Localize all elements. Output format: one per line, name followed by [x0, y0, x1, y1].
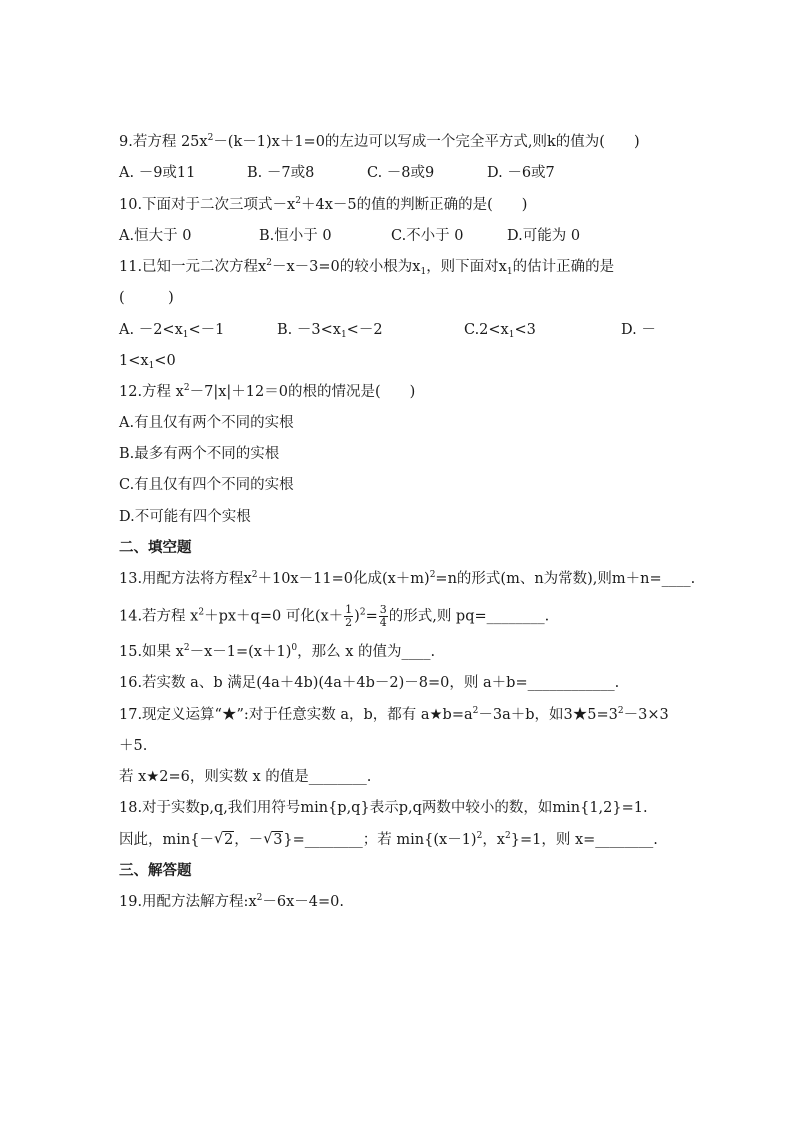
q11-option-c: $C.2<x_1<3$ — [464, 322, 536, 340]
question-16: 16.若实数 a、b 满足(4a＋4b)(4a＋4b－2)－8=0，则 a＋b=____________. — [119, 675, 620, 691]
q9-option-a: A. －9或11 — [119, 165, 196, 181]
question-9: 9.若方程 $25x^2-(k-1)x+1=0$的左边可以写成一个完全平方式,则k的值为( ) — [119, 133, 640, 150]
question-11: 11.已知一元二次方程$x^2-x-3=0$的较小根为$x_1$，则下面对$x_1$的估计正确的是 — [119, 258, 615, 277]
sqrt-3: √ 3 — [263, 830, 283, 850]
section-solve: 三、解答题 — [119, 862, 192, 879]
section-fill-in-blank: 二、填空题 — [119, 539, 192, 556]
fraction-one-half: $\frac{1}{2}$ — [345, 603, 353, 629]
q12-option-b: B.最多有两个不同的实根 — [119, 446, 280, 462]
q11-option-a: A. $-2<x_1<-1$ — [119, 322, 225, 340]
fraction-three-quarters: $\frac{3}{4}$ — [379, 603, 387, 629]
q10-option-d: D.可能为 0 — [507, 228, 581, 244]
question-19: 19.用配方法解方程$:x^2-6x-4=0$. — [119, 893, 344, 910]
q10-option-a: A.恒大于 0 — [119, 228, 192, 244]
q17-line-3: 若 x★2=6，则实数 x 的值是________. — [119, 769, 372, 785]
q11-option-d-cont: $1<x_1<0$ — [119, 353, 176, 371]
q12-option-d: D.不可能有四个实根 — [119, 509, 251, 525]
question-14: 14.若方程 $x^2+px+q=0$ 可化(x＋ $\frac{1}{2}$ )$^2$= $\frac{3}{4}$ 的形式,则 pq=________. — [119, 603, 550, 629]
q10-option-c: C.不小于 0 — [391, 228, 464, 244]
question-13: 13.用配方法将方程$x^2+10x-11=0$化成$(x+m)^2=n$的形式(m、n为常数),则m＋n=____. — [119, 570, 696, 587]
q12-option-c: C.有且仅有四个不同的实根 — [119, 477, 294, 493]
question-12: 12.方程 $x^2-7|x|+12=0$的根的情况是( ) — [119, 383, 416, 400]
q11-answer-paren: ( ) — [119, 290, 174, 306]
q18-line-2: 因此，min{－√ 2，－√ 3}=________；若 $\min\{(x-1)^2$，$x^2\}=1$，则 x=________. — [119, 830, 658, 850]
question-18: 18.对于实数p,q,我们用符号min{p,q}表示p,q两数中较小的数，如min{1,2}=1. — [119, 800, 648, 816]
q11-option-b: B. $-3<x_1<-2$ — [277, 322, 383, 340]
q11-option-d: D. － — [621, 322, 656, 338]
question-15: 15.如果 $x^2-x-1=(x+1)^0$，那么 x 的值为____. — [119, 643, 436, 660]
q9-option-d: D. －6或7 — [487, 165, 555, 181]
sqrt-2: √ 2 — [214, 830, 234, 850]
q9-option-b: B. －7或8 — [247, 165, 315, 181]
question-17: 17.现定义运算“★”:对于任意实数 a，b，都有 $a★b=a^2-3a+b$，如$3★5=3^2-3\times 3$ — [119, 706, 669, 723]
question-10: 10.下面对于二次三项式$-x^2+4x-5$的值的判断正确的是( ) — [119, 196, 528, 213]
q10-option-b: B.恒小于 0 — [259, 228, 332, 244]
q9-option-c: C. －8或9 — [367, 165, 435, 181]
q12-option-a: A.有且仅有两个不同的实根 — [119, 415, 294, 431]
q17-line-2: ＋5. — [119, 738, 148, 754]
